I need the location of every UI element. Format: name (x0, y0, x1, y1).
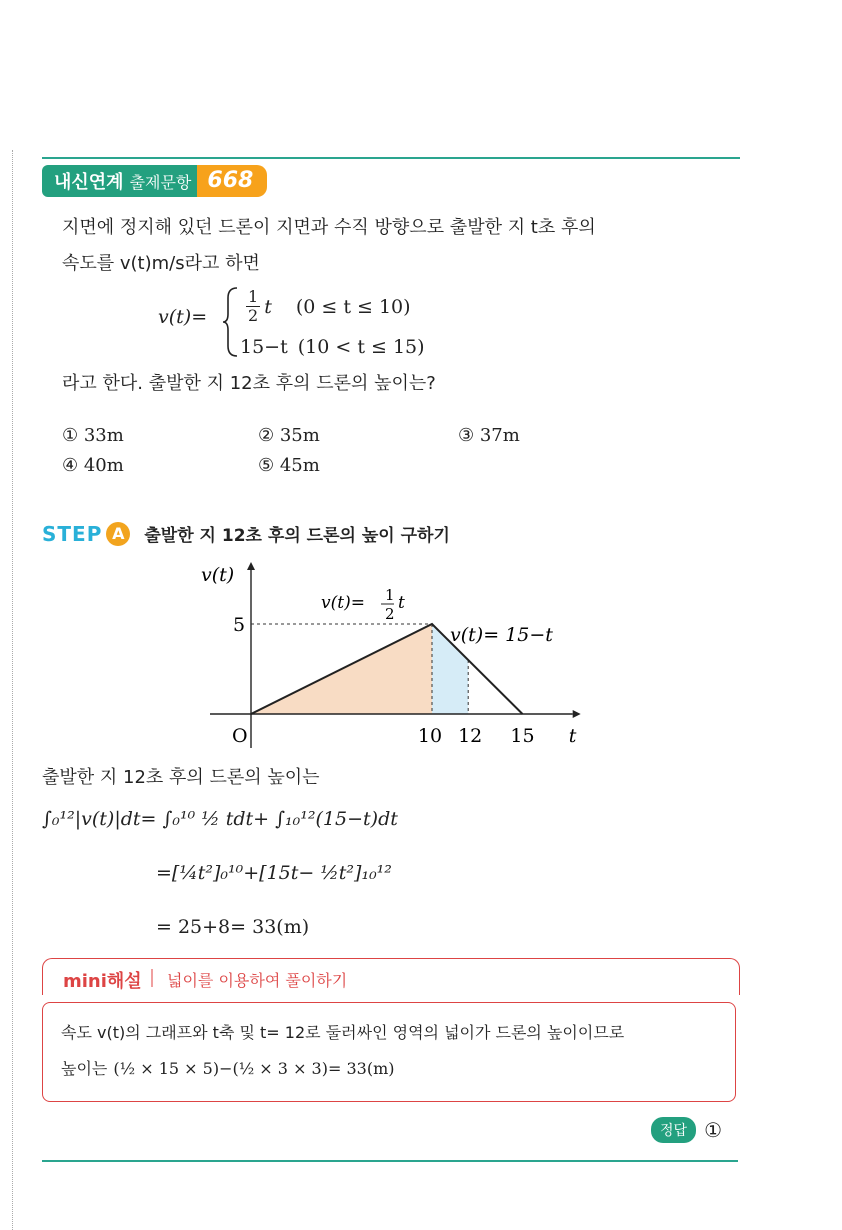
mini-label: mini해설 (63, 971, 142, 992)
series-badge (42, 165, 197, 197)
step-a-heading (42, 521, 450, 546)
mini-divider (151, 969, 153, 987)
piece-2 (240, 336, 425, 358)
mini-explanation (42, 958, 738, 1102)
piece1-cond: (0 ≤ t ≤ 10) (295, 295, 411, 318)
series-subtitle: 출제문항 (129, 172, 192, 192)
line1-label-rhs: t (398, 593, 405, 613)
footer-rule (42, 1160, 738, 1162)
mini-line-2-expr: (½ × 15 × 5)−(½ × 3 × 3)= 33(m) (113, 1059, 395, 1078)
solution-eq-2: =[¼t²]₀¹⁰+[15t− ½t²]₁₀¹² (156, 862, 392, 884)
x-tick-15: 15 (510, 725, 535, 747)
mini-line-2 (61, 1055, 394, 1083)
y-axis-arrow-icon (247, 562, 255, 570)
mini-title: 넓이를 이용하여 풀이하기 (167, 971, 348, 990)
step-title: 출발한 지 12초 후의 드론의 높이 구하기 (144, 526, 450, 546)
line1-label-lhs: v(t)= (321, 593, 365, 613)
mini-line-1: 속도 v(t)의 그래프와 t축 및 t= 12로 둘러싸인 영역의 넓이가 드론의 높이이므로 (61, 1023, 625, 1042)
piece1-den: 2 (248, 306, 259, 325)
margin-guide (12, 150, 13, 1230)
series-label: 내신연계 (54, 172, 124, 193)
mini-header (42, 958, 740, 995)
choice-5[interactable]: ⑤ 45m (258, 455, 320, 476)
problem-number: 668 (197, 165, 267, 197)
choice-2[interactable]: ② 35m (258, 425, 320, 446)
piecewise-lhs: v(t)= (158, 306, 208, 328)
y-tick-5: 5 (233, 614, 246, 636)
solution-intro: 출발한 지 12초 후의 드론의 높이는 (42, 767, 320, 788)
origin-label: O (232, 725, 248, 747)
piece2-expr: 15−t (240, 336, 288, 358)
velocity-graph (180, 556, 600, 752)
step-label: STEP (42, 521, 103, 546)
choice-3[interactable]: ③ 37m (458, 425, 520, 446)
piece2-cond: (10 < t ≤ 15) (297, 336, 425, 358)
choice-1[interactable]: ① 33m (62, 425, 124, 446)
piece1-num: 1 (248, 287, 259, 306)
line2-label: v(t)= 15−t (450, 624, 553, 646)
x-axis-label: t (568, 725, 577, 747)
y-axis-label: v(t) (201, 564, 235, 586)
problem-line-1: 지면에 정지해 있던 드론이 지면과 수직 방향으로 출발한 지 t초 후의 (62, 217, 596, 238)
answer-badge: 정답 (651, 1117, 696, 1143)
mini-body (42, 1002, 736, 1102)
x-axis-arrow-icon (573, 710, 581, 718)
brace-icon (222, 286, 240, 358)
header-rule (42, 157, 740, 159)
x-tick-10: 10 (417, 725, 443, 747)
mini-line-2-prefix: 높이는 (61, 1059, 108, 1078)
piece-1 (244, 289, 411, 324)
problem-line-2: 속도를 v(t)m/s라고 하면 (62, 253, 260, 274)
x-tick-12: 12 (458, 725, 483, 747)
line1-label-num: 1 (385, 586, 395, 604)
solution-eq-3: = 25+8= 33(m) (156, 916, 310, 938)
problem-header (42, 165, 308, 197)
step-letter-badge: A (106, 522, 130, 546)
piece1-expr: t (264, 295, 272, 318)
answer (651, 1117, 722, 1143)
solution-eq-1: ∫₀¹²|v(t)|dt= ∫₀¹⁰ ½ tdt+ ∫₁₀¹²(15−t)dt (42, 808, 398, 830)
line1-label-den: 2 (385, 605, 395, 623)
answer-value: ① (704, 1118, 722, 1142)
problem-line-3: 라고 한다. 출발한 지 12초 후의 드론의 높이는? (62, 373, 436, 394)
choice-4[interactable]: ④ 40m (62, 455, 124, 476)
